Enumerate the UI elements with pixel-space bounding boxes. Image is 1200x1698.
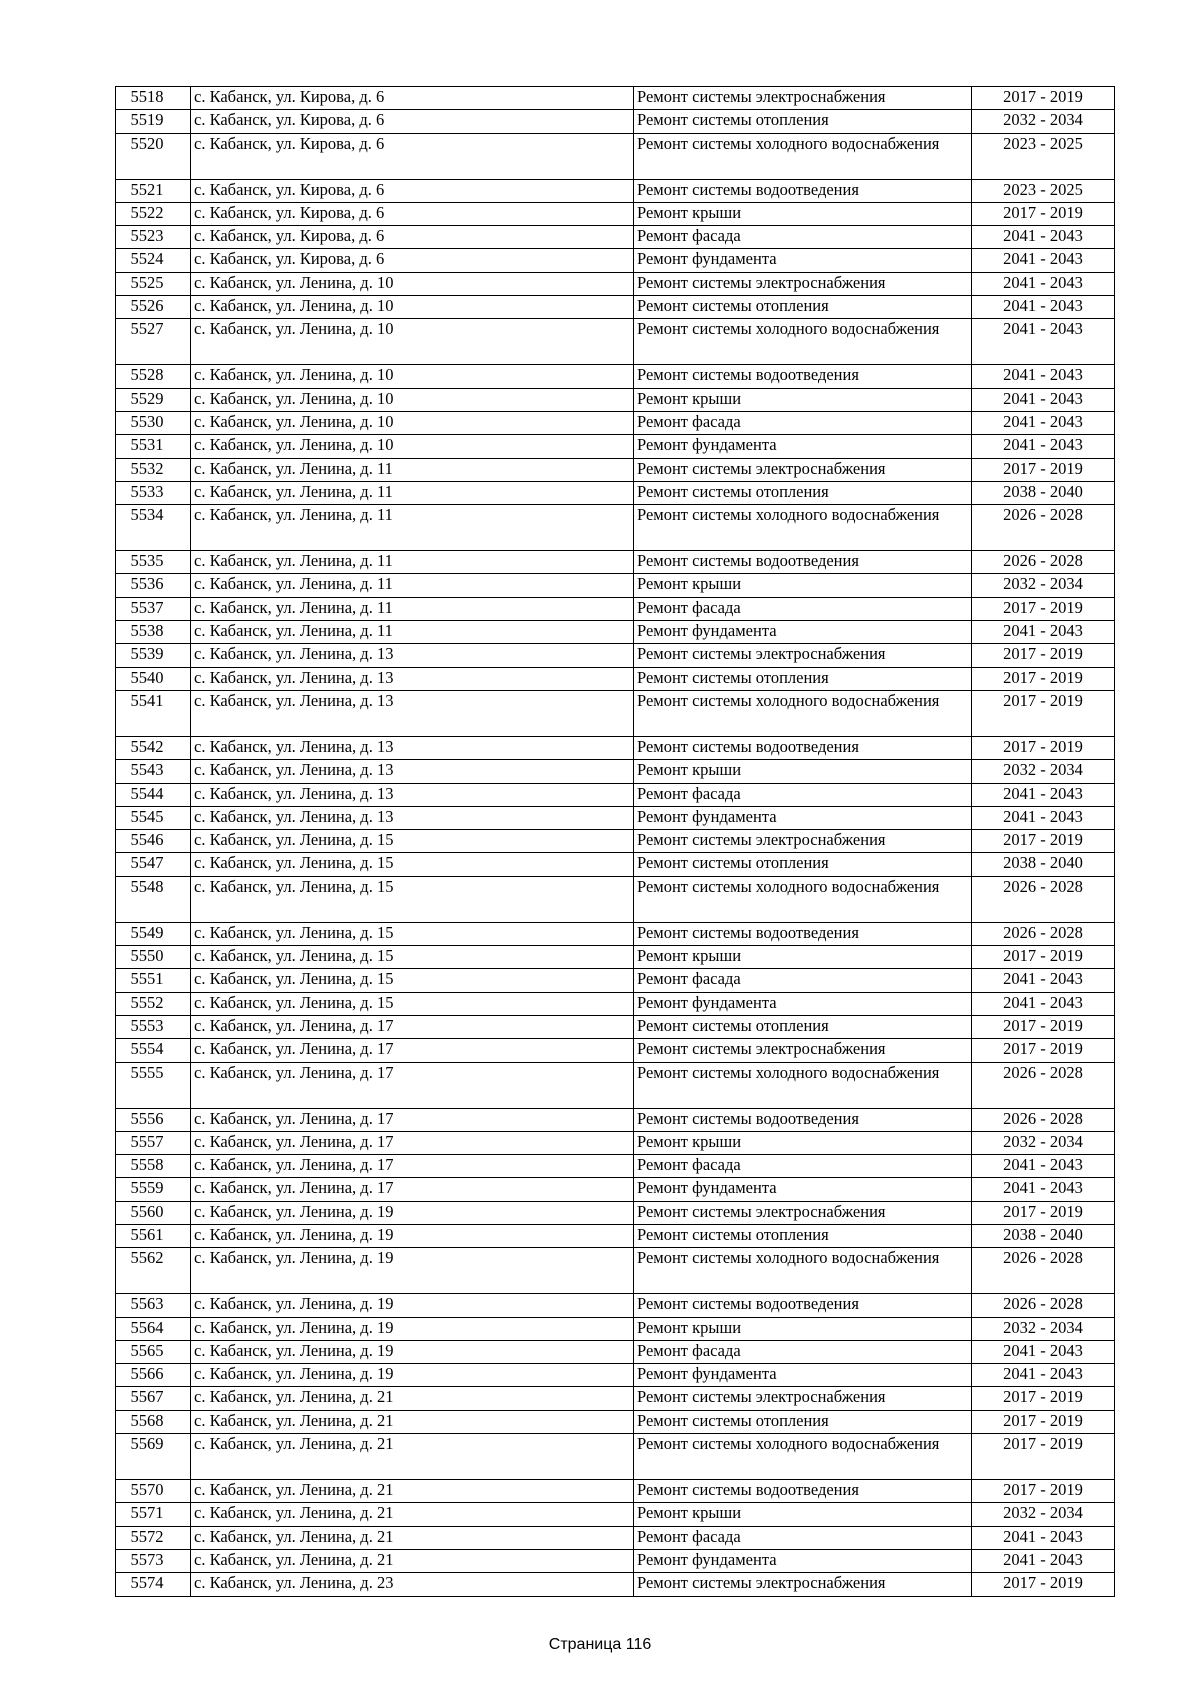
- row-work-type: Ремонт системы водоотведения: [634, 736, 972, 759]
- row-address: с. Кабанск, ул. Ленина, д. 11: [191, 458, 634, 481]
- row-work-type: Ремонт системы холодного водоснабжения: [634, 319, 972, 365]
- row-period: 2032 - 2034: [972, 1503, 1115, 1526]
- row-period: 2032 - 2034: [972, 760, 1115, 783]
- row-period: 2017 - 2019: [972, 1480, 1115, 1503]
- table-row: [116, 272, 1115, 295]
- row-period: 2017 - 2019: [972, 202, 1115, 225]
- table-row: [116, 969, 1115, 992]
- table-row: [116, 202, 1115, 225]
- row-work-type: Ремонт системы водоотведения: [634, 922, 972, 945]
- row-work-type: Ремонт фасада: [634, 1340, 972, 1363]
- table-row: [116, 830, 1115, 853]
- table-row: [116, 179, 1115, 202]
- row-work-type: Ремонт системы холодного водоснабжения: [634, 1062, 972, 1108]
- repair-schedule-body: [116, 87, 1115, 1597]
- row-work-type: Ремонт системы электроснабжения: [634, 1573, 972, 1596]
- table-row: [116, 1340, 1115, 1363]
- row-number: 5547: [116, 853, 191, 876]
- row-number: 5553: [116, 1015, 191, 1038]
- table-row: [116, 435, 1115, 458]
- row-period: 2026 - 2028: [972, 505, 1115, 551]
- row-period: 2017 - 2019: [972, 690, 1115, 736]
- row-period: 2032 - 2034: [972, 1317, 1115, 1340]
- row-work-type: Ремонт системы водоотведения: [634, 179, 972, 202]
- row-number: 5549: [116, 922, 191, 945]
- table-row: [116, 1178, 1115, 1201]
- row-address: с. Кабанск, ул. Ленина, д. 17: [191, 1015, 634, 1038]
- row-period: 2017 - 2019: [972, 644, 1115, 667]
- row-period: 2017 - 2019: [972, 1039, 1115, 1062]
- table-row: [116, 411, 1115, 434]
- row-address: с. Кабанск, ул. Ленина, д. 13: [191, 806, 634, 829]
- row-address: с. Кабанск, ул. Ленина, д. 10: [191, 435, 634, 458]
- row-address: с. Кабанск, ул. Ленина, д. 17: [191, 1039, 634, 1062]
- row-period: 2032 - 2034: [972, 110, 1115, 133]
- row-work-type: Ремонт фундамента: [634, 249, 972, 272]
- row-number: 5541: [116, 690, 191, 736]
- row-period: 2041 - 2043: [972, 1178, 1115, 1201]
- row-address: с. Кабанск, ул. Ленина, д. 15: [191, 946, 634, 969]
- row-number: 5556: [116, 1108, 191, 1131]
- table-row: [116, 1248, 1115, 1294]
- table-row: [116, 87, 1115, 110]
- row-number: 5545: [116, 806, 191, 829]
- row-address: с. Кабанск, ул. Ленина, д. 10: [191, 296, 634, 319]
- row-work-type: Ремонт системы электроснабжения: [634, 458, 972, 481]
- row-address: с. Кабанск, ул. Ленина, д. 15: [191, 969, 634, 992]
- row-address: с. Кабанск, ул. Ленина, д. 11: [191, 621, 634, 644]
- row-period: 2026 - 2028: [972, 1248, 1115, 1294]
- row-number: 5519: [116, 110, 191, 133]
- row-address: с. Кабанск, ул. Ленина, д. 13: [191, 644, 634, 667]
- table-row: [116, 319, 1115, 365]
- row-address: с. Кабанск, ул. Ленина, д. 19: [191, 1224, 634, 1247]
- table-row: [116, 760, 1115, 783]
- row-number: 5538: [116, 621, 191, 644]
- row-work-type: Ремонт крыши: [634, 946, 972, 969]
- table-row: [116, 1039, 1115, 1062]
- row-address: с. Кабанск, ул. Ленина, д. 10: [191, 365, 634, 388]
- row-period: 2041 - 2043: [972, 1340, 1115, 1363]
- row-number: 5535: [116, 551, 191, 574]
- table-row: [116, 992, 1115, 1015]
- table-row: [116, 1224, 1115, 1247]
- row-number: 5523: [116, 226, 191, 249]
- row-address: с. Кабанск, ул. Ленина, д. 11: [191, 505, 634, 551]
- row-address: с. Кабанск, ул. Ленина, д. 21: [191, 1410, 634, 1433]
- row-address: с. Кабанск, ул. Ленина, д. 10: [191, 411, 634, 434]
- row-work-type: Ремонт системы холодного водоснабжения: [634, 876, 972, 922]
- row-number: 5520: [116, 133, 191, 179]
- row-number: 5529: [116, 388, 191, 411]
- row-number: 5527: [116, 319, 191, 365]
- table-row: [116, 226, 1115, 249]
- row-number: 5534: [116, 505, 191, 551]
- row-work-type: Ремонт системы электроснабжения: [634, 830, 972, 853]
- row-number: 5563: [116, 1294, 191, 1317]
- row-address: с. Кабанск, ул. Ленина, д. 10: [191, 272, 634, 295]
- row-period: 2041 - 2043: [972, 365, 1115, 388]
- table-row: [116, 806, 1115, 829]
- row-address: с. Кабанск, ул. Ленина, д. 13: [191, 667, 634, 690]
- row-number: 5521: [116, 179, 191, 202]
- row-work-type: Ремонт системы электроснабжения: [634, 644, 972, 667]
- row-number: 5526: [116, 296, 191, 319]
- row-number: 5522: [116, 202, 191, 225]
- row-address: с. Кабанск, ул. Ленина, д. 17: [191, 1178, 634, 1201]
- row-address: с. Кабанск, ул. Ленина, д. 13: [191, 690, 634, 736]
- row-address: с. Кабанск, ул. Ленина, д. 21: [191, 1387, 634, 1410]
- row-address: с. Кабанск, ул. Ленина, д. 21: [191, 1549, 634, 1572]
- row-period: 2032 - 2034: [972, 1131, 1115, 1154]
- table-row: [116, 1062, 1115, 1108]
- row-period: 2023 - 2025: [972, 179, 1115, 202]
- table-row: [116, 690, 1115, 736]
- table-row: [116, 1131, 1115, 1154]
- table-row: [116, 946, 1115, 969]
- table-row: [116, 481, 1115, 504]
- row-period: 2041 - 2043: [972, 806, 1115, 829]
- row-work-type: Ремонт фундамента: [634, 621, 972, 644]
- row-period: 2041 - 2043: [972, 621, 1115, 644]
- row-number: 5524: [116, 249, 191, 272]
- row-period: 2017 - 2019: [972, 1410, 1115, 1433]
- row-number: 5554: [116, 1039, 191, 1062]
- row-work-type: Ремонт системы холодного водоснабжения: [634, 1248, 972, 1294]
- row-address: с. Кабанск, ул. Ленина, д. 19: [191, 1294, 634, 1317]
- row-address: с. Кабанск, ул. Ленина, д. 13: [191, 760, 634, 783]
- table-row: [116, 853, 1115, 876]
- row-number: 5548: [116, 876, 191, 922]
- row-number: 5572: [116, 1526, 191, 1549]
- row-period: 2017 - 2019: [972, 1434, 1115, 1480]
- row-period: 2026 - 2028: [972, 1108, 1115, 1131]
- row-number: 5550: [116, 946, 191, 969]
- row-period: 2041 - 2043: [972, 783, 1115, 806]
- table-row: [116, 922, 1115, 945]
- table-row: [116, 667, 1115, 690]
- row-period: 2026 - 2028: [972, 1294, 1115, 1317]
- row-address: с. Кабанск, ул. Ленина, д. 15: [191, 922, 634, 945]
- row-address: с. Кабанск, ул. Ленина, д. 10: [191, 319, 634, 365]
- table-row: [116, 736, 1115, 759]
- row-period: 2017 - 2019: [972, 1015, 1115, 1038]
- row-number: 5530: [116, 411, 191, 434]
- page-number: Страница 116: [548, 1636, 652, 1653]
- row-work-type: Ремонт фундамента: [634, 806, 972, 829]
- row-address: с. Кабанск, ул. Кирова, д. 6: [191, 133, 634, 179]
- row-number: 5543: [116, 760, 191, 783]
- row-address: с. Кабанск, ул. Ленина, д. 19: [191, 1364, 634, 1387]
- row-address: с. Кабанск, ул. Ленина, д. 17: [191, 1108, 634, 1131]
- table-row: [116, 597, 1115, 620]
- row-period: 2017 - 2019: [972, 667, 1115, 690]
- row-work-type: Ремонт фундамента: [634, 1178, 972, 1201]
- row-work-type: Ремонт системы отопления: [634, 1224, 972, 1247]
- row-number: 5571: [116, 1503, 191, 1526]
- row-number: 5555: [116, 1062, 191, 1108]
- row-number: 5544: [116, 783, 191, 806]
- table-row: [116, 551, 1115, 574]
- row-address: с. Кабанск, ул. Ленина, д. 13: [191, 736, 634, 759]
- row-work-type: Ремонт системы электроснабжения: [634, 87, 972, 110]
- row-period: 2017 - 2019: [972, 736, 1115, 759]
- table-row: [116, 783, 1115, 806]
- row-work-type: Ремонт фасада: [634, 226, 972, 249]
- table-row: [116, 644, 1115, 667]
- row-period: 2026 - 2028: [972, 876, 1115, 922]
- table-row: [116, 1573, 1115, 1596]
- row-work-type: Ремонт фасада: [634, 1526, 972, 1549]
- row-address: с. Кабанск, ул. Кирова, д. 6: [191, 226, 634, 249]
- row-number: 5562: [116, 1248, 191, 1294]
- row-work-type: Ремонт системы водоотведения: [634, 1480, 972, 1503]
- row-address: с. Кабанск, ул. Ленина, д. 21: [191, 1526, 634, 1549]
- repair-schedule-table: [115, 86, 1115, 1597]
- row-period: 2023 - 2025: [972, 133, 1115, 179]
- row-number: 5574: [116, 1573, 191, 1596]
- row-work-type: Ремонт системы электроснабжения: [634, 272, 972, 295]
- row-period: 2041 - 2043: [972, 272, 1115, 295]
- table-row: [116, 621, 1115, 644]
- row-address: с. Кабанск, ул. Ленина, д. 21: [191, 1503, 634, 1526]
- row-period: 2041 - 2043: [972, 411, 1115, 434]
- table-row: [116, 365, 1115, 388]
- row-work-type: Ремонт фасада: [634, 597, 972, 620]
- row-period: 2026 - 2028: [972, 922, 1115, 945]
- table-row: [116, 110, 1115, 133]
- row-work-type: Ремонт фундамента: [634, 435, 972, 458]
- row-period: 2017 - 2019: [972, 1387, 1115, 1410]
- row-address: с. Кабанск, ул. Ленина, д. 13: [191, 783, 634, 806]
- row-period: 2032 - 2034: [972, 574, 1115, 597]
- row-number: 5531: [116, 435, 191, 458]
- row-work-type: Ремонт крыши: [634, 574, 972, 597]
- row-number: 5570: [116, 1480, 191, 1503]
- row-period: 2041 - 2043: [972, 226, 1115, 249]
- row-address: с. Кабанск, ул. Кирова, д. 6: [191, 249, 634, 272]
- table-row: [116, 1549, 1115, 1572]
- row-work-type: Ремонт крыши: [634, 388, 972, 411]
- row-work-type: Ремонт крыши: [634, 1131, 972, 1154]
- row-work-type: Ремонт фундамента: [634, 1364, 972, 1387]
- table-row: [116, 1364, 1115, 1387]
- table-row: [116, 574, 1115, 597]
- row-number: 5528: [116, 365, 191, 388]
- table-row: [116, 1434, 1115, 1480]
- row-address: с. Кабанск, ул. Ленина, д. 21: [191, 1480, 634, 1503]
- row-period: 2041 - 2043: [972, 969, 1115, 992]
- row-number: 5552: [116, 992, 191, 1015]
- table-row: [116, 1503, 1115, 1526]
- table-row: [116, 1317, 1115, 1340]
- row-number: 5532: [116, 458, 191, 481]
- table-row: [116, 876, 1115, 922]
- row-period: 2041 - 2043: [972, 1155, 1115, 1178]
- row-work-type: Ремонт системы холодного водоснабжения: [634, 690, 972, 736]
- row-work-type: Ремонт фасада: [634, 1155, 972, 1178]
- table-row: [116, 1526, 1115, 1549]
- row-number: 5568: [116, 1410, 191, 1433]
- row-number: 5539: [116, 644, 191, 667]
- row-address: с. Кабанск, ул. Ленина, д. 19: [191, 1317, 634, 1340]
- row-work-type: Ремонт фасада: [634, 969, 972, 992]
- table-row: [116, 1294, 1115, 1317]
- table-row: [116, 1015, 1115, 1038]
- row-address: с. Кабанск, ул. Кирова, д. 6: [191, 87, 634, 110]
- row-work-type: Ремонт системы отопления: [634, 853, 972, 876]
- row-address: с. Кабанск, ул. Ленина, д. 11: [191, 551, 634, 574]
- row-number: 5564: [116, 1317, 191, 1340]
- row-number: 5525: [116, 272, 191, 295]
- row-number: 5567: [116, 1387, 191, 1410]
- row-work-type: Ремонт системы водоотведения: [634, 1108, 972, 1131]
- row-address: с. Кабанск, ул. Ленина, д. 17: [191, 1062, 634, 1108]
- row-number: 5559: [116, 1178, 191, 1201]
- row-address: с. Кабанск, ул. Ленина, д. 11: [191, 574, 634, 597]
- row-period: 2041 - 2043: [972, 992, 1115, 1015]
- row-period: 2038 - 2040: [972, 1224, 1115, 1247]
- table-row: [116, 1387, 1115, 1410]
- row-work-type: Ремонт системы водоотведения: [634, 1294, 972, 1317]
- row-work-type: Ремонт системы холодного водоснабжения: [634, 133, 972, 179]
- row-period: 2017 - 2019: [972, 597, 1115, 620]
- table-row: [116, 133, 1115, 179]
- row-address: с. Кабанск, ул. Кирова, д. 6: [191, 202, 634, 225]
- row-work-type: Ремонт фасада: [634, 411, 972, 434]
- table-row: [116, 505, 1115, 551]
- row-work-type: Ремонт системы отопления: [634, 481, 972, 504]
- row-work-type: Ремонт системы отопления: [634, 667, 972, 690]
- row-work-type: Ремонт фундамента: [634, 1549, 972, 1572]
- row-number: 5536: [116, 574, 191, 597]
- row-period: 2041 - 2043: [972, 249, 1115, 272]
- row-work-type: Ремонт системы отопления: [634, 1015, 972, 1038]
- row-work-type: Ремонт фасада: [634, 783, 972, 806]
- row-work-type: Ремонт фундамента: [634, 992, 972, 1015]
- row-address: с. Кабанск, ул. Ленина, д. 19: [191, 1201, 634, 1224]
- row-number: 5551: [116, 969, 191, 992]
- row-work-type: Ремонт системы холодного водоснабжения: [634, 1434, 972, 1480]
- row-period: 2038 - 2040: [972, 481, 1115, 504]
- row-work-type: Ремонт системы водоотведения: [634, 551, 972, 574]
- row-period: 2017 - 2019: [972, 458, 1115, 481]
- row-work-type: Ремонт крыши: [634, 202, 972, 225]
- row-address: с. Кабанск, ул. Ленина, д. 19: [191, 1340, 634, 1363]
- row-work-type: Ремонт крыши: [634, 1317, 972, 1340]
- row-work-type: Ремонт системы холодного водоснабжения: [634, 505, 972, 551]
- table-row: [116, 249, 1115, 272]
- row-address: с. Кабанск, ул. Ленина, д. 17: [191, 1155, 634, 1178]
- row-address: с. Кабанск, ул. Ленина, д. 15: [191, 853, 634, 876]
- row-number: 5558: [116, 1155, 191, 1178]
- row-period: 2017 - 2019: [972, 1573, 1115, 1596]
- row-period: 2041 - 2043: [972, 319, 1115, 365]
- row-address: с. Кабанск, ул. Ленина, д. 11: [191, 597, 634, 620]
- table-row: [116, 1201, 1115, 1224]
- table-row: [116, 296, 1115, 319]
- table-row: [116, 388, 1115, 411]
- table-row: [116, 1410, 1115, 1433]
- row-number: 5565: [116, 1340, 191, 1363]
- row-address: с. Кабанск, ул. Кирова, д. 6: [191, 179, 634, 202]
- row-work-type: Ремонт системы электроснабжения: [634, 1039, 972, 1062]
- row-address: с. Кабанск, ул. Ленина, д. 23: [191, 1573, 634, 1596]
- row-address: с. Кабанск, ул. Ленина, д. 15: [191, 876, 634, 922]
- row-number: 5566: [116, 1364, 191, 1387]
- row-number: 5560: [116, 1201, 191, 1224]
- row-work-type: Ремонт крыши: [634, 1503, 972, 1526]
- row-address: с. Кабанск, ул. Ленина, д. 15: [191, 830, 634, 853]
- row-number: 5569: [116, 1434, 191, 1480]
- row-period: 2041 - 2043: [972, 388, 1115, 411]
- row-address: с. Кабанск, ул. Ленина, д. 21: [191, 1434, 634, 1480]
- row-period: 2026 - 2028: [972, 551, 1115, 574]
- row-address: с. Кабанск, ул. Ленина, д. 17: [191, 1131, 634, 1154]
- table-row: [116, 458, 1115, 481]
- row-period: 2017 - 2019: [972, 1201, 1115, 1224]
- row-period: 2041 - 2043: [972, 1549, 1115, 1572]
- row-work-type: Ремонт системы отопления: [634, 296, 972, 319]
- row-number: 5540: [116, 667, 191, 690]
- row-period: 2041 - 2043: [972, 296, 1115, 319]
- row-address: с. Кабанск, ул. Кирова, д. 6: [191, 110, 634, 133]
- row-number: 5546: [116, 830, 191, 853]
- row-work-type: Ремонт системы электроснабжения: [634, 1387, 972, 1410]
- row-work-type: Ремонт системы электроснабжения: [634, 1201, 972, 1224]
- row-period: 2017 - 2019: [972, 830, 1115, 853]
- table-row: [116, 1155, 1115, 1178]
- table-row: [116, 1108, 1115, 1131]
- row-period: 2041 - 2043: [972, 1364, 1115, 1387]
- row-work-type: Ремонт системы водоотведения: [634, 365, 972, 388]
- row-period: 2017 - 2019: [972, 87, 1115, 110]
- row-address: с. Кабанск, ул. Ленина, д. 11: [191, 481, 634, 504]
- row-period: 2026 - 2028: [972, 1062, 1115, 1108]
- row-address: с. Кабанск, ул. Ленина, д. 15: [191, 992, 634, 1015]
- row-address: с. Кабанск, ул. Ленина, д. 10: [191, 388, 634, 411]
- row-work-type: Ремонт системы отопления: [634, 1410, 972, 1433]
- row-number: 5573: [116, 1549, 191, 1572]
- row-period: 2041 - 2043: [972, 435, 1115, 458]
- row-period: 2038 - 2040: [972, 853, 1115, 876]
- row-number: 5561: [116, 1224, 191, 1247]
- row-number: 5557: [116, 1131, 191, 1154]
- row-address: с. Кабанск, ул. Ленина, д. 19: [191, 1248, 634, 1294]
- row-work-type: Ремонт крыши: [634, 760, 972, 783]
- row-number: 5537: [116, 597, 191, 620]
- row-period: 2041 - 2043: [972, 1526, 1115, 1549]
- row-period: 2017 - 2019: [972, 946, 1115, 969]
- table-row: [116, 1480, 1115, 1503]
- row-number: 5533: [116, 481, 191, 504]
- row-number: 5518: [116, 87, 191, 110]
- row-work-type: Ремонт системы отопления: [634, 110, 972, 133]
- row-number: 5542: [116, 736, 191, 759]
